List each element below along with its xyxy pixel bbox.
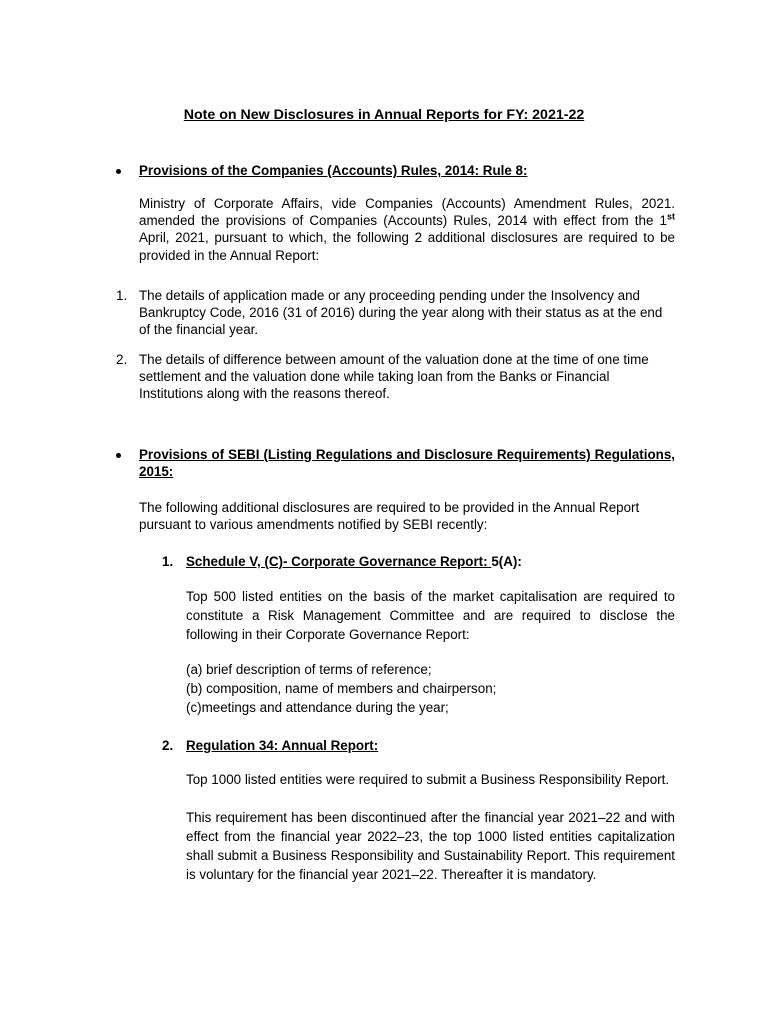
- section1-intro-part2: April, 2021, pursuant to which, the following 2 additional disclosures are required to be provided in the Annual Report:: [139, 230, 675, 263]
- sub1-heading-rest: 5(A):: [491, 554, 522, 569]
- document-title: Note on New Disclosures in Annual Reports for FY: 2021-22: [183, 107, 585, 123]
- section2-intro: The following additional disclosures are required to be provided in the Annual Report pursuant to various amendments notified by SEBI recently:: [139, 500, 640, 533]
- section1-item-number: 2.: [116, 352, 128, 367]
- section1-intro: [139, 195, 675, 264]
- section2-heading: Provisions of SEBI (Listing Regulations and Disclosure Requirements) Regulations, 2015:: [139, 447, 675, 480]
- sub1-body: Top 500 listed entities on the basis of the market capitalisation are required to constitute a Risk Management Committee and are required to disclose the following in their Corporate Governance Report:: [186, 589, 675, 642]
- section1-item-text: The details of difference between amount of the valuation done at the time of one time settlement and the valuation done while taking loan from the Banks or Financial Institutions along with the reasons thereof.: [139, 352, 649, 402]
- sub1-list-item: (b) composition, name of members and chairperson;: [186, 681, 497, 696]
- sub2-body2: This requirement has been discontinued after the financial year 2021–22 and with effect from the financial year 2022–23, the top 1000 listed entities capitalization shall submit a Business Responsibility and Sustainability Report. This requirement is voluntary for the financial year 2021–22. Thereafter it is mandatory.: [186, 810, 675, 882]
- sub2-body1: Top 1000 listed entities were required to submit a Business Responsibility Report.: [186, 772, 670, 787]
- bullet-icon: [116, 169, 121, 174]
- sub1-heading: [186, 553, 522, 570]
- sub1-number: 1.: [162, 554, 174, 569]
- sub1-list-item: (a) brief description of terms of reference;: [186, 662, 432, 677]
- bullet-icon: [116, 453, 121, 458]
- section1-item-text: The details of application made or any proceeding pending under the Insolvency and Bankruptcy Code, 2016 (31 of 2016) during the year along with their status as at the end of the financial year.: [139, 288, 663, 338]
- section1-item-number: 1.: [116, 288, 128, 303]
- sub1-heading-underlined: Schedule V, (C)- Corporate Governance Report:: [186, 554, 492, 569]
- section1-intro-sup: st: [666, 211, 675, 222]
- sub1-list-item: (c)meetings and attendance during the year;: [186, 700, 449, 715]
- section1-heading: Provisions of the Companies (Accounts) Rules, 2014: Rule 8:: [139, 163, 528, 178]
- section1-intro-part1: Ministry of Corporate Affairs, vide Companies (Accounts) Amendment Rules, 2021. amended the provisions of Companies (Accounts) Rules, 2014 with effect from the 1: [139, 196, 675, 229]
- sub2-heading: Regulation 34: Annual Report:: [186, 738, 379, 753]
- sub2-number: 2.: [162, 738, 174, 753]
